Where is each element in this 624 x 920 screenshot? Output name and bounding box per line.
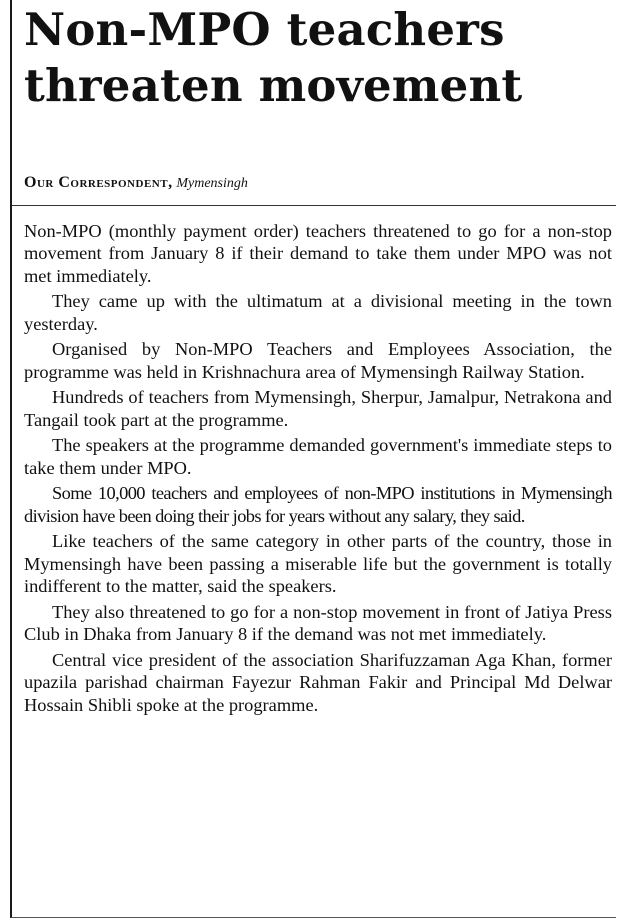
article-body (24, 220, 612, 719)
paragraph: They came up with the ultimatum at a divisional meeting in the town yesterday. (24, 291, 612, 334)
paragraph: Non-MPO (monthly payment order) teachers threatened to go for a non-stop movement from January 8 if their demand to take them under MPO was not met immediately. (24, 221, 612, 286)
byline-location: Mymensingh (176, 176, 248, 191)
paragraph: Hundreds of teachers from Mymensingh, Sherpur, Jamalpur, Netrakona and Tangail took part at the programme. (24, 387, 612, 430)
paragraph: The speakers at the programme demanded government's immediate steps to take them under MPO. (24, 435, 612, 478)
headline: Non-MPO teachers threaten movement (24, 3, 523, 112)
paragraph: Some 10,000 teachers and employees of non-MPO institutions in Mymensingh division have been doing their jobs for years without any salary, they said. (24, 483, 612, 526)
byline (24, 174, 248, 193)
byline-author: Our Correspondent, (24, 174, 173, 191)
paragraph: They also threatened to go for a non-stop movement in front of Jatiya Press Club in Dhaka from January 8 if the demand was not met immediately. (24, 601, 612, 645)
paragraph: Like teachers of the same category in other parts of the country, those in Mymensingh have been passing a miserable life but the government is totally indifferent to the matter, said the speakers. (24, 531, 612, 597)
paragraph: Central vice president of the association Sharifuzzaman Aga Khan, former upazila parishad chairman Fayezur Rahman Fakir and Principal Md Delwar Hossain Shibli spoke at the programme. (24, 649, 612, 715)
paragraph: Organised by Non-MPO Teachers and Employees Association, the programme was held in Krishnachura area of Mymensingh Railway Station. (24, 339, 612, 382)
byline-divider (12, 205, 616, 206)
